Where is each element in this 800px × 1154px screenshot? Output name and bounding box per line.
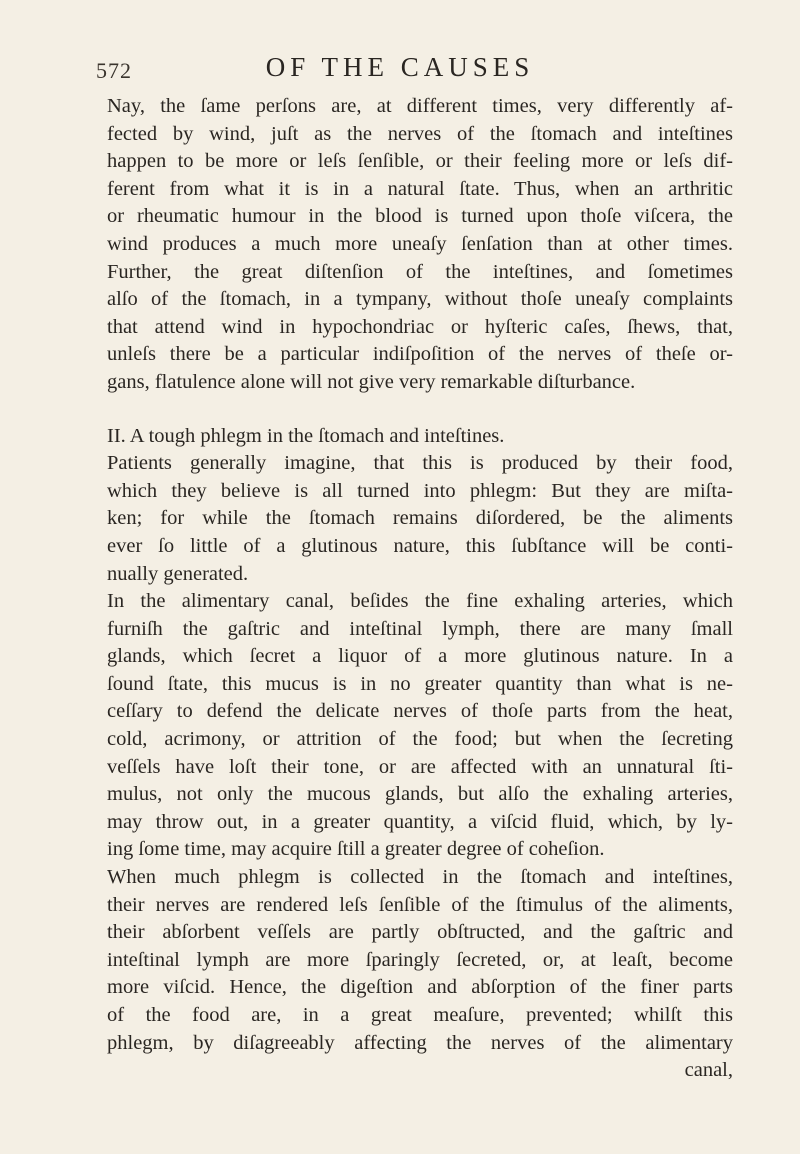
text-line: nually generated. [107, 562, 249, 585]
text-line: Patients generally imagine, that this is produced by their food, [107, 452, 733, 475]
text-line: of the food are, in a great meaſure, prevented; whilſt this [107, 1004, 733, 1026]
text-line: unleſs there be a particular indiſpoſition of the nerves of theſe or- [107, 343, 733, 366]
text-line: alſo of the ſtomach, in a tympany, without thoſe uneaſy complaints [107, 288, 733, 311]
text-line: phlegm, by diſagreeably affecting the nerves of the alimentary [107, 1031, 733, 1054]
section-heading: II. A tough phlegm in the ſtomach and inteſtines. [107, 424, 505, 447]
body-text [107, 93, 733, 1085]
text-line: fected by wind, juſt as the nerves of the ſtomach and inteſtines [107, 122, 733, 145]
text-line: glands, which ſecret a liquor of a more glutinous nature. In a [107, 645, 733, 668]
catchword: canal, [684, 1059, 733, 1082]
paragraph-3 [107, 450, 733, 588]
paragraph-2 [107, 259, 733, 397]
text-line: their abſorbent veſſels are partly obſtructed, and the gaſtric and [107, 921, 733, 944]
text-line: Nay, the ſame perſons are, at different times, very differently af- [107, 95, 733, 117]
text-line: In the alimentary canal, beſides the fine exhaling arteries, which [107, 590, 733, 613]
paragraph-5 [107, 864, 733, 1057]
text-line: which they believe is all turned into phlegm: But they are miſta- [107, 479, 733, 502]
text-line: ever ſo little of a glutinous nature, this ſubſtance will be conti- [107, 534, 733, 557]
text-line: ferent from what it is in a natural ſtate. Thus, when an arthritic [107, 177, 733, 200]
text-line: ceſſary to defend the delicate nerves of thoſe parts from the heat, [107, 700, 733, 723]
text-line: may throw out, in a greater quantity, a viſcid fluid, which, by ly- [107, 810, 733, 833]
page-number: 572 [96, 58, 132, 83]
paragraph-1 [107, 93, 733, 259]
text-line: that attend wind in hypochondriac or hyſteric caſes, ſhews, that, [107, 315, 733, 338]
text-line: wind produces a much more uneaſy ſenſation than at other times. [107, 232, 733, 255]
text-line: or rheumatic humour in the blood is turned upon thoſe viſcera, the [107, 205, 733, 228]
text-line: mulus, not only the mucous glands, but alſo the exhaling arteries, [107, 783, 733, 806]
text-line: veſſels have loſt their tone, or are affected with an unnatural ſti- [107, 755, 733, 778]
text-line: Further, the great diſtenſion of the inteſtines, and ſometimes [107, 260, 733, 283]
running-head: OF THE CAUSES [265, 52, 535, 82]
text-line: ſound ſtate, this mucus is in no greater quantity than what is ne- [107, 672, 733, 695]
text-line: When much phlegm is collected in the ſtomach and inteſtines, [107, 866, 733, 889]
text-line: their nerves are rendered leſs ſenſible of the ſtimulus of the aliments, [107, 893, 733, 916]
text-line: cold, acrimony, or attrition of the food; but when the ſecreting [107, 728, 733, 751]
text-line: happen to be more or leſs ſenſible, or their feeling more or leſs dif- [107, 150, 733, 173]
text-line: gans, flatulence alone will not give very remarkable diſturbance. [107, 370, 636, 393]
text-line: furniſh the gaſtric and inteſtinal lymph, there are many ſmall [107, 617, 733, 640]
text-line: inteſtinal lymph are more ſparingly ſecreted, or, at leaſt, become [107, 948, 733, 971]
text-line: ing ſome time, may acquire ſtill a greater degree of coheſion. [107, 838, 605, 861]
text-line: ken; for while the ſtomach remains diſordered, be the aliments [107, 507, 733, 530]
paragraph-4 [107, 588, 733, 864]
text-line: more viſcid. Hence, the digeſtion and abſorption of the finer parts [107, 976, 733, 999]
